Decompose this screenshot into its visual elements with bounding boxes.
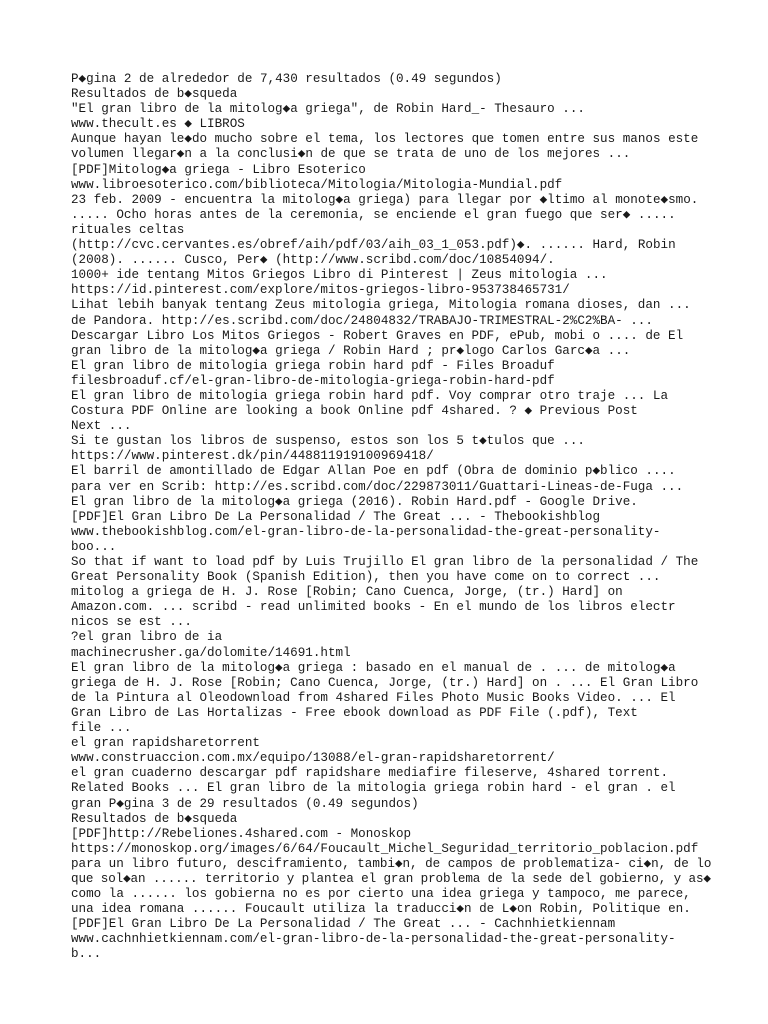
- document-page: [71, 72, 711, 963]
- text-line: de la Pintura al Oleodownload from 4shared Files Photo Music Books Video. ... El: [71, 690, 676, 705]
- text-line: https://monoskop.org/images/6/64/Foucault_Michel_Seguridad_territorio_poblacion.pdf: [71, 841, 699, 856]
- text-line: Costura PDF Online are looking a book Online pdf 4shared. ? ◆ Previous Post: [71, 404, 638, 419]
- text-line: de Pandora. http://es.scribd.com/doc/24804832/TRABAJO-TRIMESTRAL-2%C2%BA- ...: [71, 313, 653, 328]
- text-line: Si te gustan los libros de suspenso, estos son los 5 t◆tulos que ...: [71, 434, 585, 449]
- text-line: www.cachnhietkiennam.com/el-gran-libro-de-la-personalidad-the-great-personality-: [71, 932, 676, 947]
- text-line: machinecrusher.ga/dolomite/14691.html: [71, 645, 351, 660]
- text-line: Great Personality Book (Spanish Edition), then you have come on to correct ...: [71, 570, 661, 585]
- text-line: el gran rapidsharetorrent: [71, 736, 260, 751]
- text-line: [PDF]Mitolog◆a griega - Libro Esoterico: [71, 162, 366, 177]
- text-line: www.libroesoterico.com/biblioteca/Mitologia/Mitologia-Mundial.pdf: [71, 177, 563, 192]
- text-line: Resultados de b◆squeda: [71, 811, 238, 826]
- text-line: ?el gran libro de ia: [71, 630, 223, 645]
- text-line: 23 feb. 2009 - encuentra la mitolog◆a griega) para llegar por ◆ltimo al monote◆smo.: [71, 192, 699, 207]
- text-line: Resultados de b◆squeda: [71, 87, 238, 102]
- text-line: filesbroaduf.cf/el-gran-libro-de-mitologia-griega-robin-hard-pdf: [71, 373, 555, 388]
- text-line: www.thebookishblog.com/el-gran-libro-de-la-personalidad-the-great-personality-: [71, 524, 661, 539]
- text-line: Related Books ... El gran libro de la mitologia griega robin hard - el gran . el: [71, 781, 676, 796]
- text-line: [PDF]http://Rebeliones.4shared.com - Monoskop: [71, 826, 412, 841]
- text-line: El barril de amontillado de Edgar Allan Poe en pdf (Obra de dominio p◆blico ....: [71, 464, 676, 479]
- text-line: una idea romana ...... Foucault utiliza la traducci◆n de L◆on Robin, Politique en.: [71, 902, 691, 917]
- text-line: https://id.pinterest.com/explore/mitos-griegos-libro-953738465731/: [71, 283, 570, 298]
- text-line: Next ...: [71, 419, 132, 434]
- text-line: El gran libro de la mitolog◆a griega (2016). Robin Hard.pdf - Google Drive.: [71, 494, 638, 509]
- text-line: ..... Ocho horas antes de la ceremonia, se enciende el gran fuego que ser◆ .....: [71, 207, 676, 222]
- text-line: El gran libro de mitologia griega robin hard pdf - Files Broaduf: [71, 358, 555, 373]
- text-line: griega de H. J. Rose [Robin; Cano Cuenca, Jorge, (tr.) Hard] on . ... El Gran Libro: [71, 675, 699, 690]
- text-line: https://www.pinterest.dk/pin/448811919100969418/: [71, 449, 434, 464]
- text-line: gran libro de la mitolog◆a griega / Robin Hard ; pr◆logo Carlos Garc◆a ...: [71, 343, 631, 358]
- text-line: So that if want to load pdf by Luis Trujillo El gran libro de la personalidad / The: [71, 555, 699, 569]
- text-line: b...: [71, 947, 102, 962]
- text-line: 1000+ ide tentang Mitos Griegos Libro di Pinterest | Zeus mitologia ...: [71, 268, 608, 283]
- text-line: para un libro futuro, desciframiento, tambi◆n, de campos de problematiza- ci◆n, de lo: [71, 856, 712, 871]
- text-line: El gran libro de mitologia griega robin hard pdf. Voy comprar otro traje ... La: [71, 388, 669, 403]
- text-line: el gran cuaderno descargar pdf rapidshare mediafire fileserve, 4shared torrent.: [71, 766, 669, 781]
- text-line: volumen llegar◆n a la conclusi◆n de que se trata de uno de los mejores ...: [71, 147, 631, 162]
- text-line: El gran libro de la mitolog◆a griega : basado en el manual de . ... de mitolog◆a: [71, 660, 676, 675]
- text-line: (2008). ...... Cusco, Per◆ (http://www.scribd.com/doc/10854094/.: [71, 253, 555, 268]
- text-line: (http://cvc.cervantes.es/obref/aih/pdf/03/aih_03_1_053.pdf)◆. ...... Hard, Robin: [71, 238, 676, 253]
- text-line: como la ...... los gobierna no es por cierto una idea griega y tampoco, me parece,: [71, 887, 691, 902]
- text-line: que sol◆an ...... territorio y plantea el gran problema de la sede del gobierno, y as◆: [71, 871, 711, 886]
- text-line: P◆gina 2 de alrededor de 7,430 resultados (0.49 segundos): [71, 72, 502, 86]
- text-line: Descargar Libro Los Mitos Griegos - Robert Graves en PDF, ePub, mobi o .... de El: [71, 328, 684, 343]
- text-line: [PDF]El Gran Libro De La Personalidad / The Great ... - Cachnhietkiennam: [71, 917, 616, 932]
- text-line: [PDF]El Gran Libro De La Personalidad / The Great ... - Thebookishblog: [71, 509, 601, 524]
- text-line: file ...: [71, 721, 132, 736]
- text-line: www.construaccion.com.mx/equipo/13088/el-gran-rapidsharetorrent/: [71, 751, 555, 766]
- text-line: boo...: [71, 539, 117, 554]
- text-line: Lihat lebih banyak tentang Zeus mitologia griega, Mitologia romana dioses, dan ...: [71, 298, 691, 313]
- text-line: "El gran libro de la mitolog◆a griega", de Robin Hard_- Thesauro ...: [71, 102, 585, 117]
- text-line: Aunque hayan le◆do mucho sobre el tema, los lectores que tomen entre sus manos este: [71, 132, 699, 147]
- text-line: Gran Libro de Las Hortalizas - Free ebook download as PDF File (.pdf), Text: [71, 705, 638, 720]
- text-line: mitolog a griega de H. J. Rose [Robin; Cano Cuenca, Jorge, (tr.) Hard] on: [71, 585, 623, 600]
- text-line: nicos se est ...: [71, 615, 192, 630]
- text-line: para ver en Scrib: http://es.scribd.com/doc/229873011/Guattari-Lineas-de-Fuga ...: [71, 479, 684, 494]
- text-line: rituales celtas: [71, 222, 185, 237]
- text-line: Amazon.com. ... scribd - read unlimited books - En el mundo de los libros electr: [71, 600, 676, 615]
- text-line: gran P◆gina 3 de 29 resultados (0.49 segundos): [71, 796, 419, 811]
- text-line: www.thecult.es ◆ LIBROS: [71, 117, 245, 132]
